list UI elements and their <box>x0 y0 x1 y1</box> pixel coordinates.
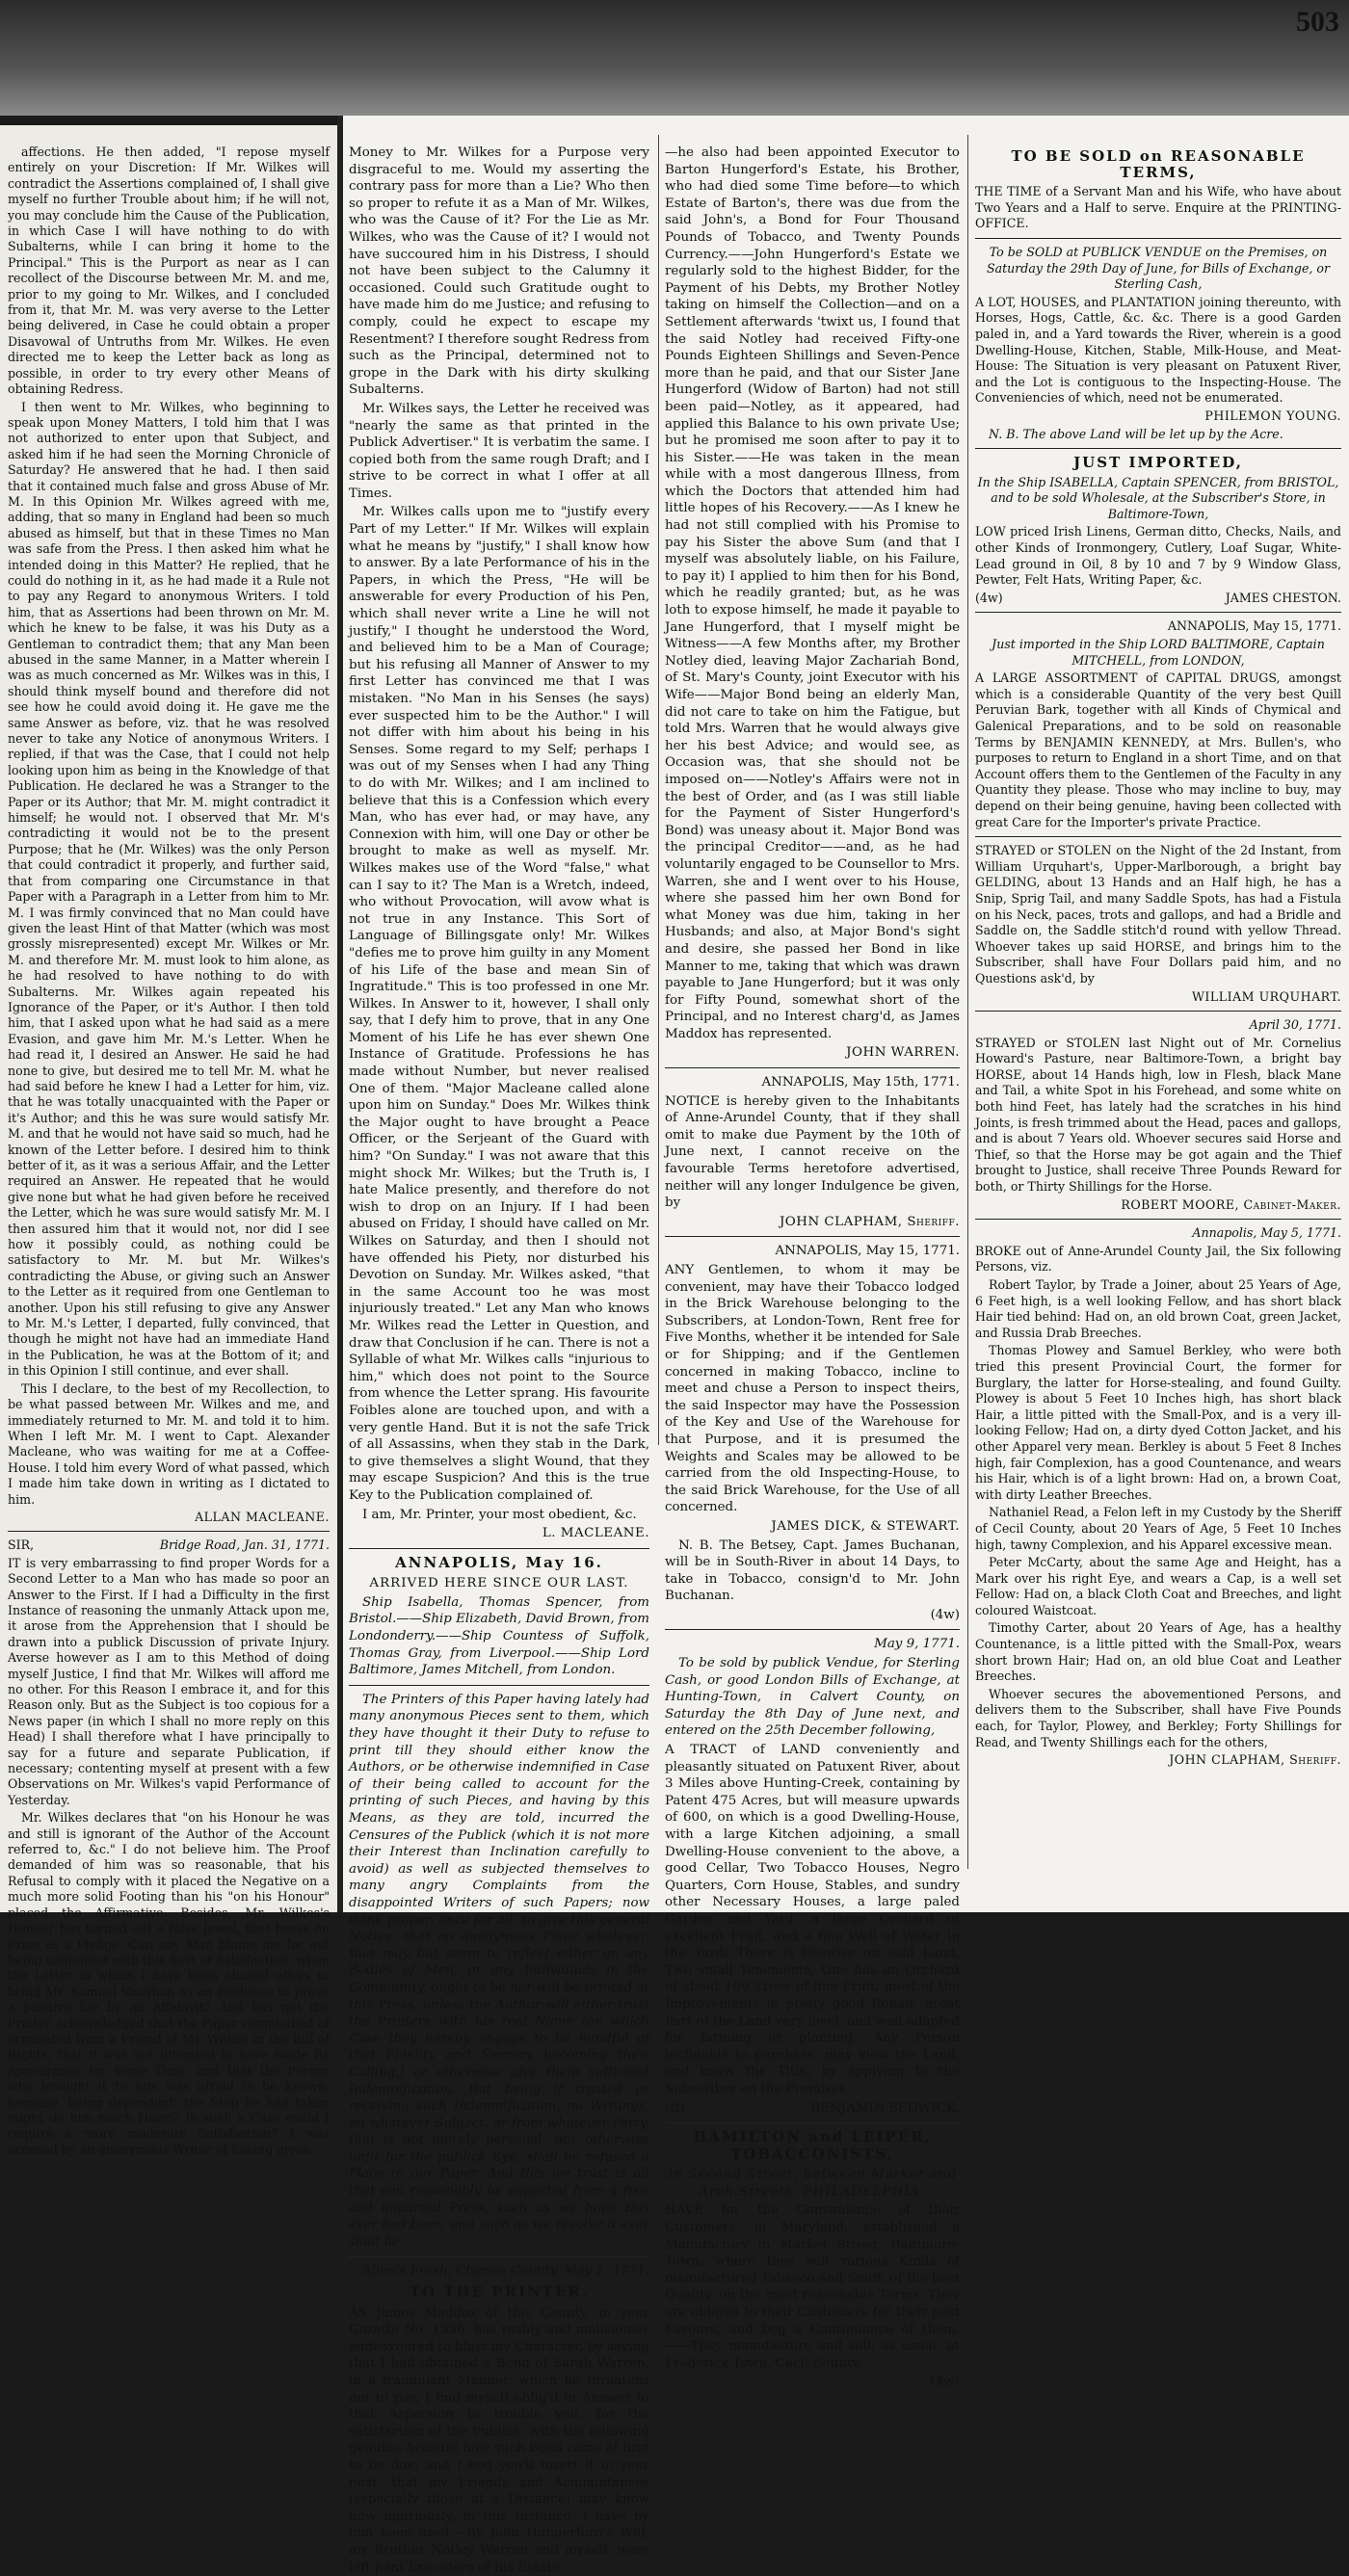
article-paragraph: Mr. Wilkes says, the Letter he received was "nearly the same as that printed in the Publick Advertiser." It is verbatim the same. I copied both from the same rough Draft; and I strive to be correct in what I offer at all Times. <box>349 401 649 501</box>
divider <box>975 612 1341 613</box>
advertisement-paragraph: ANY Gentlemen, to whom it may be convenient, may have their Tobacco lodged in the Brick Warehouse belonging to the Subscribers, at London-Town, Rent free for Five Months, whether it be intended for Sale or for Shipping; and if the Gentlemen concerned in making Tobacco, incline to meet and chuse a Person to inspect theirs, the said Inspector may have the Possession of the Key and Use of the Warehouse for that Purpose, and it is presumed the Weights and Scales may be allowed to be carried from the old Inspecting-House, to the said Brick Warehouse, for the Use of all concerned. <box>665 1263 960 1515</box>
dateline: ANNAPOLIS, May 15, 1771. <box>775 1244 960 1259</box>
column-rule <box>658 135 659 1445</box>
section-subheading: In the Ship ISABELLA, Captain SPENCER, from BRISTOL, and to be sold Wholesale, at the Subscriber's Store, in Baltimore-Town, <box>977 474 1339 521</box>
advertisement-paragraph: BROKE out of Anne-Arundel County Jail, the Six following Persons, viz. <box>975 1243 1341 1275</box>
section-heading: TO BE SOLD on REASONABLE TERMS, <box>1011 147 1306 181</box>
section-subheading: ARRIVED HERE SINCE OUR LAST. <box>369 1576 629 1591</box>
divider <box>975 238 1341 239</box>
advertisement-paragraph: Thomas Plowey and Samuel Berkley, who were both tried this present Provincial Court, the former for Burglary, the latter for Horse-stealing, and found Guilty. Plowey is about 5 Feet 10 Inches high, has short black Hair, a little pitted with the Small-Pox, and is a very ill-looking Fellow; Had on, a dirty dyed Cotton Jacket, and his other Apparel very mean. Berkley is about 5 Feet 8 Inches high, fair Complexion, has a good Countenance, and wears his Hair, which is of a light brown: Had on, a brown Coat, with dirty Leather Breeches. <box>975 1343 1341 1502</box>
advertisement-paragraph: Peter McCarty, about the same Age and Height, has a Mark over his right Eye, and wears a Cap, is a well set Fellow: Had on, a black Cloth Coat and Breeches, and light coloured Waistcoat. <box>975 1555 1341 1617</box>
divider <box>665 1629 960 1630</box>
signature: PHILEMON YOUNG. <box>1204 407 1341 423</box>
dateline: ANNAPOLIS, May 15, 1771. <box>1167 618 1341 634</box>
advertisement-paragraph: A LOT, HOUSES, and PLANTATION joining thereunto, with Horses, Hogs, Cattle, &c. &c. There is a good Garden paled in, and a Yard towards the River, wherein is a good Dwelling-House, Kitchen, Stable, Milk-House, and Meat-House: The Situation is very pleasant on Patuxent River, and the Lot is contiguous to the Inspecting-House. The Conveniencies of which, need not be enumerated. <box>975 294 1341 406</box>
signature: BENJAMIN SEDWICK. <box>810 2100 960 2116</box>
arrivals-list: Ship Isabella, Thomas Spencer, from Bristol.——Ship Elizabeth, David Brown, from Londonderry.——Ship Countess of Suffolk, Thomas Gray, from Liverpool.——Ship Lord Baltimore, James Mitchell, from London. <box>349 1594 649 1678</box>
article-paragraph: I then went to Mr. Wilkes, who beginning to speak upon Money Matters, I told him that I was not authorized to enter upon that Subject, and asked him if he had seen the Morning Chronicle of Saturday? He answered that he had. I then said that it contained much false and gross Abuse of Mr. M. In this Opinion Mr. Wilkes agreed with me, adding, that so many in England had been so much abused as himself, but that in these Times no Man was safe from the Press. I then asked him what he intended doing in this Matter? He replied, that he could do nothing in it, as he had made it a Rule not to pay any Regard to anonymous Writers. I told him, that as Assertions had been thrown on Mr. M. which he knew to be false, it was his Duty as a Gentleman to contradict them; that any Man been abused in the same Manner, in a Matter wherein I was as much concerned as Mr. Wilkes was in this, I should think myself bound and therefore did not see how he could avoid doing it. He gave me the same Answer as before, viz. that he was resolved never to take any Notice of anonymous Writers. I replied, if that was the Case, that I could not help looking upon him as being in the Knowledge of that Publication. He declared he was a Stranger to the Paper or its Author; that Mr. M. might contradict it himself; he would not. I observed that Mr. M's contradicting it would not be to the present Purpose; that he (Mr. Wilkes) was the only Person that could contradict it properly, and further said, that from comparing one Circumstance in that Paper with a Paragraph in a Letter from him to Mr. M. I was firmly convinced that no Man could have given the least Hint of that Matter (which was most grossly misrepresented) except Mr. Wilkes or Mr. M. and therefore Mr. M. must look to him alone, as he had resolved to have nothing to do with Subalterns. Mr. Wilkes again repeated his Ignorance of the Paper, or it's Author. I then told him, that I asked upon what he had said as a mere Evasion, and gave him Mr. M.'s Letter. When he had read it, I desired an Answer. He said he had none to give, but desired me to tell Mr. M. what he had said before he knew I had a Letter for him, viz. that he was totally unacquainted with the Paper or it's Author; and this he was sure would satisfy Mr. M. and that he would not have said so much, had he known of the Letter before. I desired him to think better of it, as it was a serious Affair, and the Letter required an Answer. He repeated that he would give none but what he had given before he received the Letter, which he was sure would satisfy Mr. M. I then assured him that it would not, nor did I see how it possibly could, as nothing could be satisfactory to Mr. M. but Mr. Wilkes's contradicting the Abuse, or giving such an Answer to the Letter as it required from one Gentleman to another. Upon his still refusing to give any Answer to Mr. M.'s Letter, I departed, fully convinced, that though he might not have had an immediate Hand in the Publication, he was at the Bottom of it; and in this Opinion I still continue, and ever shall. <box>8 399 330 1379</box>
insertion-mark: (4w) <box>930 1607 960 1622</box>
signature: JOHN CLAPHAM, Sheriff. <box>779 1214 960 1229</box>
column-rule <box>967 135 968 1869</box>
article-paragraph: Money to Mr. Wilkes for a Purpose very disgraceful to me. Would my asserting the contrary pass for more than a Lie? Who then so proper to refute it as a Man of Mr. Wilkes, who was the Cause of it? For the Lie as Mr. Wilkes, who was the Cause of it? I would not have succoured him in his Distress, I should not have been subject to the Calumny it occasioned. Could such Gratitude ought to have made him do me Justice; and refusing to comply, could he expect to escape my Resentment? I therefore sought Redress from such as the Principal, determined not to grope in the Dark with his dirty skulking Subalterns. <box>349 145 649 398</box>
article-paragraph: —he also had been appointed Executor to Barton Hungerford's Estate, his Brother, who had died some Time before—to which Estate of Barton's, there was due from the said John's, a Bond for Four Thousand Pounds of Tobacco, and Twenty Pounds Currency.——John Hungerford's Estate we regularly sold to the highest Bidder, for the Payment of his Debts, my Brother Notley taking on himself the Collection—and on a Settlement afterwards 'twixt us, I found that the said Notley had received Fifty-one Pounds Eighteen Shillings and Seven-Pence more than he paid, and that our Sister Jane Hungerford (Widow of Barton) had not still been paid—Notley, as it appeared, had applied this Balance to his own private Use; but he promised me soon after to pay it to his Sister.——He was taken in the mean while with a most dangerous Illness, from which the Doctors that attended him had little hopes of his Recovery.——As I knew he had not still complied with his Promise to pay his Sister the above Sum (and that I myself was absolutely liable, on his Failure, to pay it) I applied to him then for his Bond, which he readily granted; but, as he was loth to expose himself, he made it payable to Jane Hungerford, that I myself might be Witness——A few Months after, my Brother Notley died, leaving Major Zachariah Bond, of St. Mary's County, joint Executor with his Wife——Major Bond being an elderly Man, did not care to take on him the Fatigue, but told Mrs. Warren that he would always give her his best Advice; and would see, as Occasion was, that she should not be imposed on——Notley's Affairs were not in the best of Order, and (as I was still liable for the Payment of Sister Hungerford's Bond) was uneasy about it. Major Bond was the principal Creditor——and, as he had voluntarily engaged to be Counsellor to Mrs. Warren, she and I went over to his House, where she passed him her own Bond for what Money was due him, taking in her Husbands; and also, at Major Bond's sight and desire, she passed her Bond in like Manner to me, taking that which was drawn payable to Jane Hungerford; but it was only for Fifty Pound, somewhat short of the Principal, and no Interest charg'd, as James Maddox has represented. <box>665 145 960 1041</box>
advertisement-paragraph: STRAYED or STOLEN last Night out of Mr. Cornelius Howard's Pasture, near Baltimore-Town, a bright bay HORSE, about 14 Hands high, low in Flesh, black Mane and Tail, a white Spot in his Forehead, and some white on both hind Feet, has lately had the scratches in his hind Joints, is fresh trimmed about the Head, paces and gallops, and is about 7 Years old. Whoever secures said Horse and Thief, so that the Horse may be got again and the Thief brought to Justice, shall receive Three Pounds Reward for both, or Thirty Shillings for the Horse. <box>975 1035 1341 1195</box>
salutation: SIR, <box>8 1538 35 1553</box>
sale-intro: To be SOLD at PUBLICK VENDUE on the Premises, on Saturday the 29th Day of June, for Bills of Exchange, or Sterling Cash, <box>986 244 1331 292</box>
signature: JAMES CHESTON. <box>1225 590 1341 605</box>
divider <box>665 2122 960 2123</box>
insertion-mark: (4w) <box>930 2375 960 2390</box>
advertisement-paragraph: LOW priced Irish Linens, German ditto, Checks, Nails, and other Kinds of Ironmongery, Cutlery, Loaf Sugar, White-Lead ground in Oil, 8 by 10 and 7 by 9 Window Glass, Pewter, Felt Hats, Writing Paper, &c. <box>975 524 1341 588</box>
advertisement-paragraph: A TRACT of LAND conveniently and pleasantly situated on Patuxent River, about 3 Miles above Hunting-Creek, containing by Patent 475 Acres, but will measure upwards of 600, on which is a good Dwelling-House, with a large Kitchen adjoining, a small Dwelling-House convenient to the above, a good Cellar, Two Tobacco Houses, Negro Quarters, Corn House, Stables, and sundry other Necessary Houses, a large paled Garden and Yard, a large Orchard of excellent Fruit, and a fine Well of Water in the Yard; There is likewise on said Land, Two small Tenements, One has an Orchard of about 100 Trees of fine Fruit, most of the Improvements in pretty good Repair, great Part of the Land very level, and well adapted for farming or planting. Any Person inclinable to purchase, may view the Land, and know the Title, by applying to the Subscriber on the Premises. <box>665 1743 960 2096</box>
page-number: 503 <box>1296 6 1339 38</box>
signature: ROBERT MOORE, Cabinet-Maker. <box>1121 1196 1341 1212</box>
advertisement-paragraph: A LARGE ASSORTMENT of CAPITAL DRUGS, amongst which is a considerable Quantity of the very best Quill Peruvian Bark, together with all Kinds of Chymical and Galenical Preparations, and to be sold on reasonable Terms by BENJAMIN KENNEDY, at Mrs. Bullen's, who purposes to return to England in a short Time, and on that Account offers them to the Gentlemen of the Faculty in any Quantity they please. Those who may incline to buy, may depend on their being genuine, having been collected with great Care for the Importer's private Practice. <box>975 670 1341 829</box>
section-heading: ANNAPOLIS, May 16. <box>395 1553 603 1571</box>
article-paragraph: AS James Maddox of this County, in your Gazette No. 1336, has rashly and maliciously endeavoured to blast my Character, by saying that I had obtained a Bond of Sarah Warren, in a fraudulent Manner, which he threatens not to pay, I find myself oblig'd in Answer to that Aspersion to trouble you, for the satisfaction of the Publick, with the following genuine Account how such Bond came at first to be due; and I beg you'll insert it in your next, that my Friends and Acquaintances (especially those at a Distance) may know how injuriously, in this Instance, I have by him been used.—By John Hungerford's Will, my Brother Notley Warren and myself, were left joint Executors of his Estate <box>349 2305 649 2575</box>
divider <box>975 1219 1341 1220</box>
signature: JOHN WARREN. <box>846 1045 960 1061</box>
advertisement-paragraph: HAVE for the Convenience of their Customers, in Maryland, established a Manufactory in Market Street, Baltimore-Town, where they sell various Kinds of manufactured Tobacco and Snuff, of the best Quality, on the most reasonable Terms. They are obliged to their Customers for their past Favours, and beg a Continuance of them.——They manufacture and sell, as usual, at Frederick-Town, Cecil County. <box>665 2203 960 2371</box>
signature: JAMES DICK, & STEWART. <box>771 1518 960 1534</box>
signature-line <box>975 591 1341 607</box>
signature: JOHN CLAPHAM, Sheriff. <box>1169 1752 1341 1768</box>
dateline: April 30, 1771. <box>1249 1017 1341 1033</box>
advertisement-note: N. B. The above Land will be let up by the Acre. <box>989 426 1283 441</box>
sale-intro: Just imported in the Ship LORD BALTIMORE, Captain MITCHELL, from LONDON, <box>992 637 1325 668</box>
signature-line <box>665 2100 960 2117</box>
insertion-mark: (4w) <box>975 590 1003 605</box>
article-paragraph: This I declare, to the best of my Recollection, to be what passed between Mr. Wilkes and me, and immediately returned to Mr. M. and told it to him. When I left Mr. M. I went to Capt. Alexander Macleane, who was waiting for me at a Coffee-House. I told him every Word of what passed, which I made him take down in writing as I dictated to him. <box>8 1380 330 1507</box>
article-paragraph: Mr. Wilkes declares that "on his Honour he was and still is ignorant of the Author of the Account referred to, &c." I do not believe him. The Proof demanded of him was so reasonable, that his Refusal to comply with it placed the Negative on a much more solid Footing than his "on his Honour" placed the Affirmative. Besides, Mr. Wilkes's Honour has turned out a false Jewel, that bears no Price as a Pledge. Can any Man blame me for not being contented with this Sort of Satisfaction, when the Letter in which I have been abused offers to bring Mr. Samuel Vaughan as an Evidence to prove a positive Lie by an Affidavit? And has not the Printer acknowledged that the Paper complained of originated from a Friend of Mr. Wilkes in the Bill of Rights; that it was not intended to have made its Appearance for some Time; and that the Person who brought it to him was afraid to be known, because, being dependent, the Step he had taken might do him much Harm? In such a Case could I require a more moderate Satisfaction? I was accused by an anonymous Writer of having given <box>8 1810 330 2157</box>
advertisement-paragraph: STRAYED or STOLEN on the Night of the 2d Instant, from William Urquhart's, Upper-Marlborough, a bright bay GELDING, about 13 Hands and an Half high, he has a Snip, Sprig Tail, and many Saddle Spots, has had a Fistula on his Neck, paces, trots and gallops, and had a Bridle and Saddle on, the Saddle stitch'd round with yellow Thread. Whoever takes up said HORSE, and brings him to the Subscriber, shall have Four Dollars paid him, and no Questions ask'd, by <box>975 843 1341 986</box>
dateline: Allen's Fresh, Charles County, May 1, 1771. <box>362 2264 649 2279</box>
signature: ALLAN MACLEANE. <box>195 1509 330 1524</box>
divider <box>975 836 1341 837</box>
advertisement-note: N. B. The Betsey, Capt. James Buchanan, will be in South-River in about 14 Days, to take in Tobacco, consign'd to Mr. John Buchanan. <box>665 1538 960 1604</box>
divider <box>349 1548 649 1549</box>
notice-paragraph: NOTICE is hereby given to the Inhabitants of Anne-Arundel County, that if they shall omit to make due Payment by the 10th of June next, I cannot receive on the favourable Terms heretofore advertised, neither will any longer Indulgence be given, by <box>665 1093 960 1211</box>
dateline: May 9, 1771. <box>874 1637 960 1652</box>
divider <box>665 1236 960 1237</box>
divider <box>8 1531 330 1532</box>
printers-notice: The Printers of this Paper having lately had many anonymous Pieces sent to them, which they have thought it their Duty to refuse to print till they should either know the Authors, or be otherwise indemnified in Case of their being called to account for the printing of such Pieces, and having by this Means, as they are told, incurred the Censures of the Publick (which it is not more their Interest than Inclination carefully to avoid) as well as subjected themselves to many angry Complaints from the disappointed Writers of such Papers; now think proper, once for all, to give this general Notice, that no anonymous Piece whatever, that may but seem to reflect either on any Bodies of Men, or any Individuals in the Community, ought to be nor will be printed at this Press, unless the Author will either trust the Printers with his real Name (on which Case they hereby engage to be mindful of that Fidelity and Secrecy becoming their Calling,) or otherwise give them sufficient Indemnification. But being if trusted or receiving such Indemnification, no Writings, on whatever Subject, or from whatever Party, that is not merely personal, nor otherwise unfit for the publick Eye, shall be refused a Place in our Paper. And this we trust is all that can reasonably be expected from a free and impartial Press, such as we hope this ever had been, and such as we resolve it ever shall be. <box>349 1692 649 2249</box>
signature: WILLIAM URQUHART. <box>1191 988 1341 1004</box>
divider <box>349 2256 649 2257</box>
divider <box>975 1011 1341 1012</box>
section-heading: HAMILTON and LEIPER, TOBACCONISTS, <box>693 2128 932 2163</box>
dateline: ANNAPOLIS, May 15th, 1771. <box>761 1075 960 1091</box>
dateline-text: Bridge Road, Jan. 31, 1771. <box>159 1538 330 1553</box>
third-column <box>665 145 960 2390</box>
section-subheading: In Second Street, between Market and Arch Streets, PHILADELPHIA, <box>667 2168 957 2199</box>
article-paragraph: Mr. Wilkes calls upon me to "justify every Part of my Letter." If Mr. Wilkes will explain what he means by "justify," I shall know how to answer. By a late Performance of his in the Papers, in which the Press, "He will be answerable for every Production of his Pen, which shall never write a Line he will not justify," I thought he understood the Word, and believed him to be a Man of Courage; but his refusing all Manner of Answer to my first Letter has convinced me that I was mistaken. "No Man in his Senses (he says) ever suspected him to be the Author." I will not differ with him about his being in his Senses. Some regard to my Self; perhaps I was out of my Senses when I had any Thing to do with Mr. Wilkes; and I am inclined to believe that this is a Confession which every Man, who has ever had, or may have, any Connexion with him, will one Day or other be brought to make as well as myself. Mr. Wilkes makes use of the Word "false," what can I say to it? The Man is a Wretch, indeed, who without Provocation, will avow what is not true in any Instance. This Sort of Language of Billingsgate only! Mr. Wilkes "defies me to prove him guilty in any Moment of his Life of the base and mean Sin of Ingratitude." This is too professed in one Mr. Wilkes. In Answer to it, however, I shall only say, that I defy him to prove, that in any One Moment of his Life he has ever shewn One Instance of Gratitude. Professions he has made without Number, but never realised One of them. "Major Macleane called alone upon him on Sunday." Does Mr. Wilkes think the Major ought to have brought a Peace Officer, or the Serjeant of the Guard with him? "On Sunday." I was not aware that this might shock Mr. Wilkes; but the Truth is, I hate Malice presently, and therefore do not wish to drop on an Injury. If I had been abused on Friday, I should have called on Mr. Wilkes on Saturday, and then I should not have offended his Piety, nor disturbed his Devotion on Sunday. Mr. Wilkes asked, "that in the same Account too he was most injuriously treated." Let any Man who knows Mr. Wilkes read the Letter in Question, and draw that Conclusion if he can. There is not a Syllable of what Mr. Wilkes calls "injurious to him," which does not point to the Source from whence the Letter sprang. His favourite Foibles alone are touched upon, and with a very gentle Hand. But it is not the safe Trick of all Assassins, when they stab in the Dark, to give themselves a slight Wound, that they may escape Suspicion? And this is the true Key to the Publication complained of. <box>349 505 649 1503</box>
advertisement-paragraph: Nathaniel Read, a Felon left in my Custody by the Sheriff of Cecil County, about 20 Years of Age, 5 Feet 10 Inches high, tawny Complexion, and his Apparel excessive mean. <box>975 1505 1341 1552</box>
advertisement-paragraph: THE TIME of a Servant Man and his Wife, who have about Two Years and a Half to serve. Enquire at the PRINTING-OFFICE. <box>975 184 1341 231</box>
section-heading: JUST IMPORTED, <box>1073 454 1243 472</box>
insertion-mark: (tf) <box>665 2100 685 2116</box>
section-heading: TO THE PRINTER. <box>409 2283 590 2301</box>
dateline: Annapolis, May 5, 1771. <box>1192 1225 1341 1241</box>
advertisement-paragraph: Whoever secures the abovementioned Persons, and delivers them to the Subscriber, shall have Five Pounds each, for Taylor, Plowey, and Berkley; Forty Shillings for Read, and Twenty Shillings each for the others, <box>975 1686 1341 1749</box>
scanner-background <box>0 0 1349 116</box>
closing-line: I am, Mr. Printer, your most obedient, &c. <box>362 1507 637 1522</box>
signature: L. MACLEANE. <box>542 1526 649 1541</box>
divider <box>975 448 1341 449</box>
advertisement-paragraph: Robert Taylor, by Trade a Joiner, about 25 Years of Age, 6 Feet high, is a well looking Fellow, and has short black Hair tied behind: Had on, an old brown Coat, green Jacket, and Russia Drab Breeches. <box>975 1277 1341 1340</box>
fourth-column <box>975 145 1341 1888</box>
dateline <box>8 1538 330 1553</box>
divider <box>665 1067 960 1068</box>
divider <box>349 1685 649 1686</box>
article-paragraph: IT is very embarrassing to find proper Words for a Second Letter to a Man who has made so poor an Answer to the First. If I had a Difficulty in the first Instance of reasoning the unmanly Attack upon me, it arose from the Apprehension that I should be drawn into a publick Discussion of private Injury. Averse however as I am to this Method of doing myself Justice, I find that Mr. Wilkes will afford me no other. For this Reason I embrace it, and for this Reason only. But as the Subject is too copious for a News paper (in which I shall no more reply on this Head) I shall therefore what I have principally to say for a future and separate Publication, if necessary; contenting myself at present with a few Observations on Mr. Wilkes's vapid Performance of Yesterday. <box>8 1555 330 1807</box>
advertisement-paragraph: Timothy Carter, about 20 Years of Age, has a healthy Countenance, is a little pitted with the Small-Pox, wears short brown Hair; Had on, an old blue Coat and Leather Breeches. <box>975 1620 1341 1684</box>
center-column <box>349 145 649 2575</box>
left-page-column <box>8 145 330 2157</box>
article-paragraph: affections. He then added, "I repose myself entirely on your Discretion: If Mr. Wilkes will contradict the Assertions complained of, I shall give myself no further Trouble about him; if he will not, you may conclude him the Cause of the Publication, in which Case I will have nothing to do with Subalterns, while I can bring it home to the Principal." This is the Purport as near as I can recollect of the Discourse between Mr. M. and me, prior to my going to Mr. Wilkes, and I concluded from it, that Mr. M. was very averse to the Letter being delivered, in Case he could obtain a proper Disavowal of Untruths from Mr. Wilkes. He even directed me to keep the Letter back as long as possible, in order to try every other Means of obtaining Redress. <box>8 145 330 397</box>
sale-intro: To be sold by publick Vendue, for Sterling Cash, or good London Bills of Exchange, at Hunting-Town, in Calvert County, on Saturday the 8th Day of June next, and entered on the 25th December following, <box>665 1656 960 1739</box>
